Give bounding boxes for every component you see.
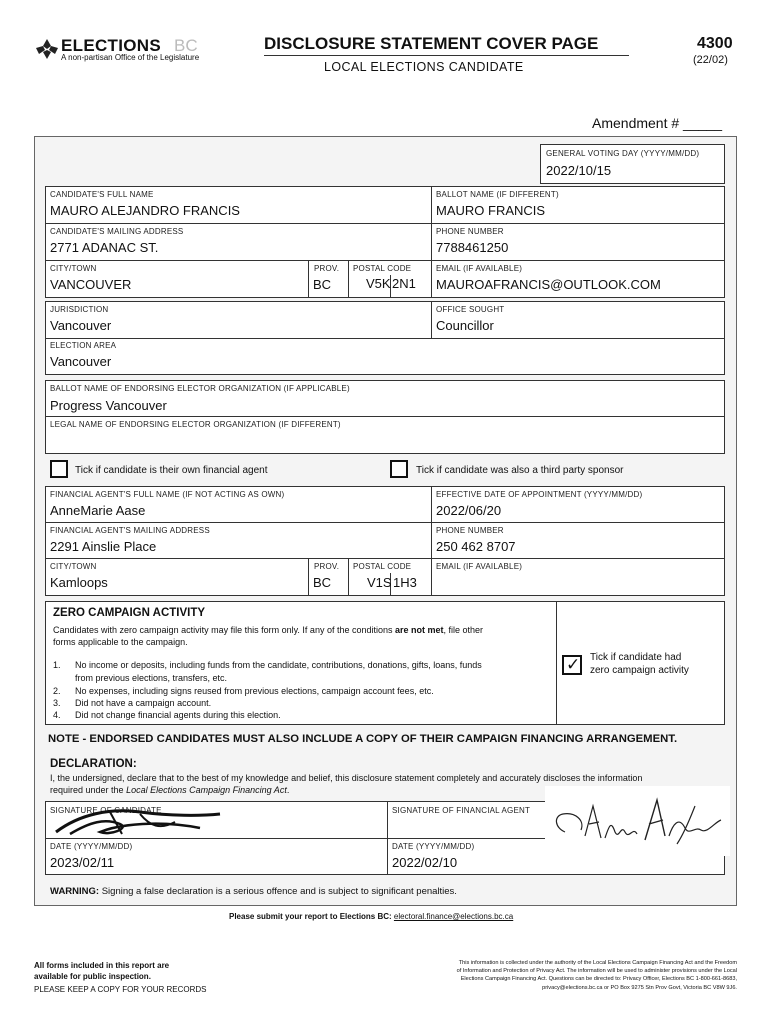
- candidate-postal-field-a[interactable]: V5K: [366, 276, 391, 291]
- zero-activity-tick-text-2: zero campaign activity: [590, 665, 689, 676]
- decl-act-name: Local Elections Campaign Financing Act: [126, 785, 287, 795]
- agent-phone-field[interactable]: 250 462 8707: [436, 539, 516, 554]
- third-party-text: Tick if candidate was also a third party sponsor: [416, 465, 624, 476]
- declaration-text-1: I, the undersigned, declare that to the best of my knowledge and belief, this disclosure statement completely and accurately discloses the information: [50, 773, 643, 783]
- agent-city-field[interactable]: Kamloops: [50, 575, 108, 590]
- voting-day-value: 2022/10/15: [546, 163, 612, 178]
- footer-privacy-line: of Information and Protection of Privacy Act. The information will be used to administer provisions under the Local: [456, 968, 737, 975]
- footer-left-line: available for public inspection.: [34, 972, 151, 981]
- divider: [45, 260, 725, 261]
- footer-privacy-line: privacy@elections.bc.ca or PO Box 9275 Stn Prov Govt, Victoria BC V8W 9J6.: [542, 984, 737, 991]
- condition-text: No income or deposits, including funds from the candidate, contributions, donations, gifts, loans, funds: [75, 660, 482, 670]
- intro-text-end: , file other: [443, 625, 484, 635]
- zero-activity-checkbox[interactable]: [562, 655, 582, 675]
- legal-org-label: LEGAL NAME OF ENDORSING ELECTOR ORGANIZATION (IF DIFFERENT): [50, 420, 341, 429]
- agent-effective-label: EFFECTIVE DATE OF APPOINTMENT (YYYY/MM/DD): [436, 490, 643, 499]
- intro-text: Candidates with zero campaign activity may file this form only. If any of the conditions: [53, 625, 395, 635]
- agent-email-label: EMAIL (IF AVAILABLE): [436, 562, 523, 571]
- voting-day-label: GENERAL VOTING DAY (YYYY/MM/DD): [546, 149, 700, 158]
- footer-privacy-line: Elections Campaign Financing Act. Questions can be directed to: Privacy Officer, Elections BC 1-800-661-8683,: [460, 976, 737, 983]
- warning-label: WARNING:: [50, 886, 100, 897]
- ballot-org-field[interactable]: Progress Vancouver: [50, 398, 167, 413]
- form-title: DISCLOSURE STATEMENT COVER PAGE: [264, 34, 599, 53]
- own-agent-checkbox[interactable]: [50, 460, 68, 478]
- election-area-label: ELECTION AREA: [50, 341, 117, 350]
- candidate-email-label: EMAIL (IF AVAILABLE): [436, 264, 523, 273]
- candidate-name-label: CANDIDATE'S FULL NAME: [50, 190, 154, 199]
- agent-date-field[interactable]: 2022/02/10: [392, 855, 458, 870]
- footer-left: [34, 960, 207, 995]
- agent-phone-label: PHONE NUMBER: [436, 526, 504, 535]
- divider: [45, 338, 725, 339]
- ballot-name-field[interactable]: MAURO FRANCIS: [436, 203, 546, 218]
- divider: [431, 186, 432, 298]
- form-subtitle: LOCAL ELECTIONS CANDIDATE: [324, 60, 524, 74]
- form-number: 4300: [697, 35, 733, 52]
- jurisdiction-label: JURISDICTION: [50, 305, 109, 314]
- condition-number: 2.: [53, 686, 61, 696]
- logo: [34, 36, 204, 66]
- declaration-text-2: [50, 785, 289, 795]
- agent-mailing-field[interactable]: 2291 Ainslie Place: [50, 539, 157, 554]
- candidate-prov-field[interactable]: BC: [313, 277, 332, 292]
- office-sought-label: OFFICE SOUGHT: [436, 305, 505, 314]
- condition-number: 1.: [53, 660, 61, 670]
- agent-signature-drawing: [545, 786, 730, 856]
- decl-period: .: [286, 785, 290, 795]
- agent-postal-label: POSTAL CODE: [353, 562, 412, 571]
- divider: [45, 416, 725, 417]
- divider: [431, 301, 432, 338]
- agent-city-label: CITY/TOWN: [50, 562, 97, 571]
- own-agent-text: Tick if candidate is their own financial agent: [75, 465, 268, 476]
- submit-email-link[interactable]: electoral.finance@elections.bc.ca: [393, 912, 514, 921]
- org-tagline: A non-partisan Office of the Legislature: [61, 53, 200, 62]
- condition-text-cont: from previous elections, transfers, etc.: [75, 673, 228, 683]
- title-underline: [264, 55, 629, 56]
- divider: [45, 558, 725, 559]
- divider: [308, 558, 309, 596]
- endorsed-note: NOTE - ENDORSED CANDIDATES MUST ALSO INCLUDE A COPY OF THEIR CAMPAIGN FINANCING ARRANGEMENT.: [48, 733, 678, 745]
- agent-prov-label: PROV.: [314, 562, 340, 571]
- condition-text: No expenses, including signs reused from previous elections, campaign account fees, etc.: [75, 686, 434, 696]
- warning-body: Signing a false declaration is a serious offence and is subject to significant penalties.: [99, 886, 457, 897]
- divider: [431, 486, 432, 596]
- ballot-org-label: BALLOT NAME OF ENDORSING ELECTOR ORGANIZATION (IF APPLICABLE): [50, 384, 350, 393]
- condition-text: Did not change financial agents during this election.: [75, 710, 281, 720]
- candidate-postal-field-b[interactable]: 2N1: [392, 276, 416, 291]
- agent-mailing-label: FINANCIAL AGENT'S MAILING ADDRESS: [50, 526, 210, 535]
- ballot-name-label: BALLOT NAME (IF DIFFERENT): [436, 190, 559, 199]
- divider: [387, 801, 388, 875]
- election-area-field[interactable]: Vancouver: [50, 354, 112, 369]
- candidate-signature-label: SIGNATURE OF CANDIDATE: [50, 806, 162, 815]
- check-mark-icon: ✓: [566, 655, 581, 675]
- candidate-email-field[interactable]: MAUROAFRANCIS@OUTLOOK.COM: [436, 277, 661, 292]
- jurisdiction-field[interactable]: Vancouver: [50, 318, 112, 333]
- intro-bold: are not met: [395, 625, 444, 635]
- agent-date-label: DATE (YYYY/MM/DD): [392, 842, 475, 851]
- submit-text: Please submit your report to Elections BC:: [229, 912, 394, 921]
- condition-number: 3.: [53, 698, 61, 708]
- dogwood-logo-icon: [34, 38, 60, 60]
- candidate-phone-field[interactable]: 7788461250: [436, 240, 509, 255]
- agent-name-field[interactable]: AnneMarie Aase: [50, 503, 146, 518]
- zero-activity-tick-text-1: Tick if candidate had: [590, 652, 682, 663]
- office-sought-field[interactable]: Councillor: [436, 318, 494, 333]
- footer-left-line: PLEASE KEEP A COPY FOR YOUR RECORDS: [34, 985, 207, 994]
- footer-privacy: [385, 959, 737, 992]
- divider: [45, 223, 725, 224]
- agent-name-label: FINANCIAL AGENT'S FULL NAME (IF NOT ACTING AS OWN): [50, 490, 285, 499]
- candidate-postal-label: POSTAL CODE: [353, 264, 412, 273]
- candidate-date-field[interactable]: 2023/02/11: [50, 855, 115, 870]
- candidate-phone-label: PHONE NUMBER: [436, 227, 504, 236]
- footer-privacy-line: This information is collected under the authority of the Local Elections Campaign Financing Act and the Freedom: [458, 960, 737, 966]
- candidate-signature[interactable]: [50, 804, 230, 840]
- org-suffix: BC: [174, 36, 198, 55]
- zero-activity-intro-2: forms applicable to the campaign.: [53, 637, 188, 647]
- candidate-prov-label: PROV.: [314, 264, 340, 273]
- third-party-checkbox[interactable]: [390, 460, 408, 478]
- divider: [348, 260, 349, 298]
- candidate-name-field[interactable]: MAURO ALEJANDRO FRANCIS: [50, 203, 240, 218]
- candidate-mailing-label: CANDIDATE'S MAILING ADDRESS: [50, 227, 184, 236]
- agent-postal-field-a[interactable]: V1S: [367, 575, 392, 590]
- condition-number: 4.: [53, 710, 61, 720]
- org-name: ELECTIONS: [61, 36, 161, 55]
- form-version: (22/02): [693, 54, 728, 66]
- candidate-city-label: CITY/TOWN: [50, 264, 97, 273]
- divider: [348, 558, 349, 596]
- decl-text: required under the: [50, 785, 127, 795]
- agent-postal-field-b[interactable]: 1H3: [393, 575, 417, 590]
- agent-effective-field[interactable]: 2022/06/20: [436, 503, 502, 518]
- voting-day-field[interactable]: [540, 144, 725, 184]
- candidate-city-field[interactable]: VANCOUVER: [50, 277, 132, 292]
- zero-activity-heading: ZERO CAMPAIGN ACTIVITY: [53, 607, 206, 619]
- divider: [45, 522, 725, 523]
- submit-line: [229, 912, 513, 921]
- condition-text: Did not have a campaign account.: [75, 698, 212, 708]
- divider: [308, 260, 309, 298]
- declaration-heading: DECLARATION:: [50, 758, 137, 770]
- amendment-number: Amendment # _____: [592, 115, 722, 131]
- agent-prov-field[interactable]: BC: [313, 575, 332, 590]
- agent-signature[interactable]: [545, 786, 730, 856]
- candidate-mailing-field[interactable]: 2771 ADANAC ST.: [50, 240, 159, 255]
- warning-text: [50, 886, 457, 897]
- footer-left-line: All forms included in this report are: [34, 961, 170, 970]
- zero-activity-intro: [53, 625, 483, 635]
- agent-signature-label: SIGNATURE OF FINANCIAL AGENT: [392, 806, 531, 815]
- divider: [556, 601, 557, 725]
- candidate-date-label: DATE (YYYY/MM/DD): [50, 842, 133, 851]
